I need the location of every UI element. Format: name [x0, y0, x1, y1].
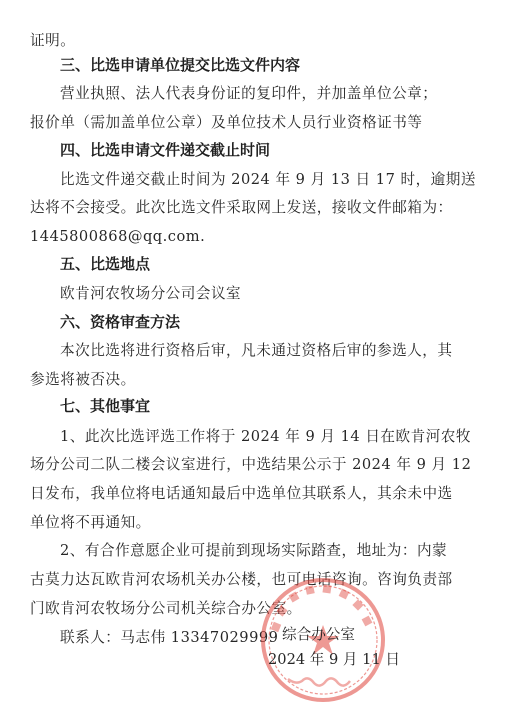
body-line: 单位将不再通知。 [30, 514, 151, 531]
body-line: 报价单（需加盖单位公章）及单位技术人员行业资格证书等 [30, 114, 423, 131]
body-line: 参选将被否决。 [30, 371, 136, 388]
signature-date: 2024 年 9 月 11 日 [268, 651, 400, 668]
body-line: 2、有合作意愿企业可提前到现场实际踏查，地址为：内蒙 [60, 542, 448, 559]
body-line: 场分公司二队二楼会议室进行，中选结果公示于 2024 年 9 月 12 [30, 456, 472, 473]
body-line: 证明。 [30, 32, 76, 49]
section-heading: 六、资格审查方法 [60, 313, 181, 331]
signature-office: 综合办公室 [282, 626, 355, 643]
section-heading: 五、比选地点 [60, 255, 151, 273]
body-line: 1、此次比选评选工作将于 2024 年 9 月 14 日在欧肯河农牧 [60, 428, 471, 445]
body-line: 本次比选将进行资格后审，凡未通过资格后审的参选人，其 [60, 342, 453, 359]
email-line: 1445800868@qq.com. [30, 228, 206, 245]
section-heading: 三、比选申请单位提交比选文件内容 [60, 56, 301, 74]
contact-line: 联系人：马志伟 13347029999 [60, 629, 279, 646]
body-line: 欧肯河农牧场分公司会议室 [60, 285, 242, 302]
body-line: 日发布，我单位将电话通知最后中选单位其联系人，其余未中选 [30, 485, 453, 502]
body-line: 达将不会接受。此次比选文件采取网上发送，接收文件邮箱为： [30, 199, 453, 216]
body-line: 古莫力达瓦欧肯河农场机关办公楼，也可电话咨询。咨询负责部 [30, 571, 453, 588]
body-line: 门欧肯河农牧场分公司机关综合办公室。 [30, 600, 302, 617]
body-line: 比选文件递交截止时间为 2024 年 9 月 13 日 17 时，逾期送 [60, 171, 476, 188]
body-line: 营业执照、法人代表身份证的复印件，并加盖单位公章； [60, 85, 438, 102]
section-heading: 七、其他事宜 [60, 397, 151, 415]
section-heading: 四、比选申请文件递交截止时间 [60, 141, 271, 159]
